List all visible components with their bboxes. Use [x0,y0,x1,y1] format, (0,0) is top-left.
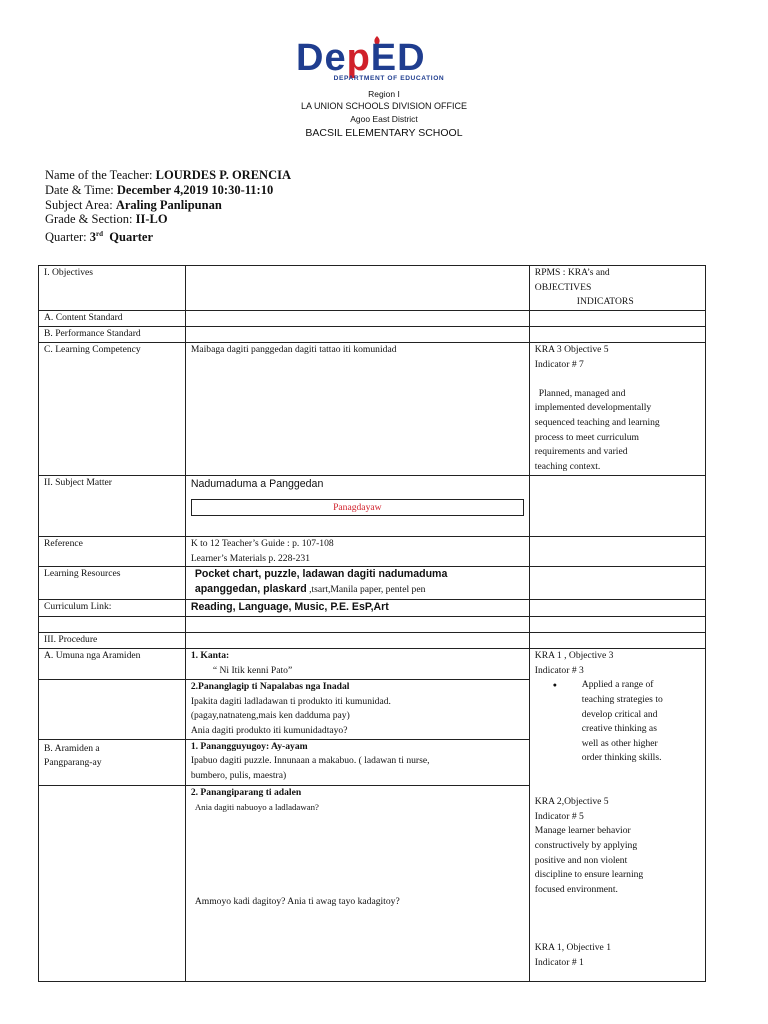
content-standard-label: A. Content Standard [39,311,186,327]
lesson-plan-table [38,265,706,982]
deped-logo [296,38,482,88]
umuna-label: A. Umuna nga Aramiden [39,649,186,680]
table-row [39,567,706,600]
curriculum-link-label: Curriculum Link: [39,600,186,617]
aramiden-label: B. Aramiden a Pangparang-ay [39,739,186,785]
table-row [39,649,706,680]
subject-matter-text: Nadumaduma a Panggedan [190,478,324,490]
teacher-line: Name of the Teacher: LOURDES P. ORENCIA [45,168,291,182]
table-row [39,311,706,327]
value-text: Panagdayaw [333,501,382,513]
panangguyugoy-cell: 1. Panangguyugoy: Ay-ayam Ipabuo dagiti puzzle. Innunaan a makabuo. ( ladawan ti nurse, bumbero, pulis, maestra) [185,739,529,785]
learning-resources-label: Learning Resources [39,567,186,600]
table-row [39,600,706,617]
bullet-icon: ● [552,681,558,690]
subject-matter-cell [185,476,529,537]
competency-text: Maibaga dagiti panggedan dagiti tattao iti komunidad [185,343,529,476]
panangiparang-cell: 2. Panangiparang ti adalen Ania dagiti nabuoyo a ladladawan? Ammoyo kadi dagitoy? Ania ti awag tayo kadagitoy? [185,785,529,981]
logo-wordmark: DepED [296,37,426,79]
procedure-label: III. Procedure [39,633,186,649]
region-label: Region I [368,89,400,99]
datetime-line: Date & Time: December 4,2019 10:30-11:10 [45,182,274,197]
resources-cell: Pocket chart, puzzle, ladawan dagiti nadumaduma apanggedan, plaskard ,tsart,Manila paper, pentel pen [185,567,529,600]
school-name: BACSIL ELEMENTARY SCHOOL [305,127,463,139]
table-row [39,633,706,649]
performance-standard-label: B. Performance Standard [39,327,186,343]
pananglagip-cell: 2.Pananglagip ti Napalabas nga Inadal Ipakita dagiti ladladawan ti produkto iti kumunidad. (pagay,natnateng,mais ken dadduma pay) Ania dagiti produkto iti kumunidadtayo? [185,680,529,739]
kra-column-cell: KRA 1 , Objective 3 Indicator # 3 ● Applied a range of teaching strategies to develop critical and creative thinking as well as other higher order thinking skills. KRA 2,Objective 5 Indicator # 5 Manage learner behavior constructively by applying positive and non violent discipline to ensure learning focused environment. KRA 1, Objective 1 Indicator # 1 [529,649,705,981]
division-label: LA UNION SCHOOLS DIVISION OFFICE [300,101,468,111]
subject-line: Subject Area: Araling Panlipunan [45,197,222,212]
table-row [39,617,706,633]
reference-label: Reference [39,537,186,567]
learning-competency-label: C. Learning Competency [39,343,186,476]
logo-subtitle: DEPARTMENT OF EDUCATION [333,75,445,82]
table-row [39,476,706,537]
district-label: Agoo East District [350,114,418,124]
table-row [39,266,706,311]
kanta-cell: 1. Kanta: “ Ni Itik kenni Pato” [185,649,529,680]
table-row [39,343,706,476]
objectives-label: I. Objectives [39,266,186,311]
table-row [39,327,706,343]
rpms-header: RPMS : KRA’s and OBJECTIVES INDICATORS [529,266,705,311]
value-box [191,499,524,516]
kra3-cell: KRA 3 Objective 5 Indicator # 7 Planned, managed and implemented developmentally sequenced teaching and learning process to meet curriculum requirements and varied teaching context. [529,343,705,476]
grade-line: Grade & Section: II-LO [45,212,168,227]
quarter-line: Quarter: 3rd Quarter [45,230,154,245]
reference-cell: K to 12 Teacher’s Guide : p. 107-108 Learner’s Materials p. 228-231 [185,537,529,567]
lesson-info [45,168,291,245]
table-row [39,537,706,567]
subject-matter-label: II. Subject Matter [39,476,186,537]
curriculum-text: Reading, Language, Music, P.E. EsP,Art [185,600,529,617]
